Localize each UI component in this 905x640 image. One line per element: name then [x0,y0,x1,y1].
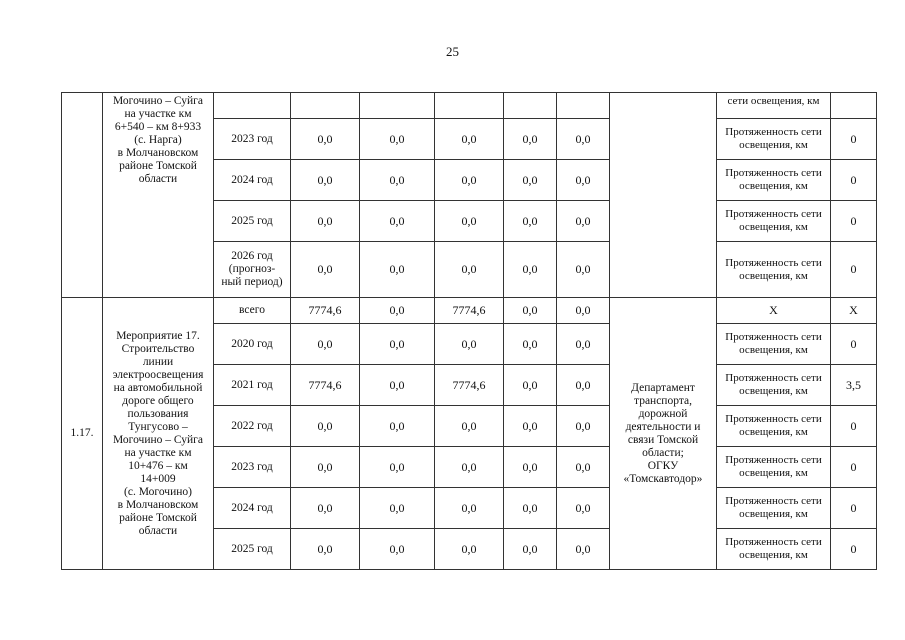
year-cell: 2023 год [214,447,291,488]
funding-value: 0,0 [557,365,610,406]
funding-value: 7774,6 [291,365,360,406]
funding-value: 0,0 [360,447,435,488]
indicator-cell: Протяженность сети освещения, км [717,324,831,365]
executor-line: области; [642,446,684,459]
funding-value: 0,0 [504,324,557,365]
item-description-cell [103,298,214,570]
funding-value: 7774,6 [435,298,504,324]
year-cell: 2022 год [214,406,291,447]
funding-value: 0,0 [291,447,360,488]
funding-value: 0,0 [557,201,610,242]
funding-value: 0,0 [291,201,360,242]
indicator-cell: Протяженность сети освещения, км [717,119,831,160]
empty-cell [435,93,504,119]
year-cell: всего [214,298,291,324]
funding-value: 0,0 [291,119,360,160]
funding-value: 0,0 [435,201,504,242]
year-cell [214,242,291,298]
item-description-cell [103,93,214,298]
funding-value: 0,0 [557,298,610,324]
target-cell: 0 [831,201,877,242]
funding-value: 0,0 [291,488,360,529]
empty-cell [214,93,291,119]
description-line: в Молчановском [117,147,199,159]
table-body [62,93,877,570]
year-cell: 2021 год [214,365,291,406]
funding-value: 0,0 [360,365,435,406]
funding-value: 0,0 [360,201,435,242]
target-cell: 0 [831,488,877,529]
funding-value: 0,0 [504,447,557,488]
funding-value: 0,0 [557,488,610,529]
funding-value: 0,0 [360,529,435,570]
target-cell: 0 [831,324,877,365]
funding-value: 7774,6 [435,365,504,406]
empty-cell [557,93,610,119]
description-line: на участке км [124,446,192,459]
funding-value: 0,0 [504,119,557,160]
funding-value: 0,0 [557,406,610,447]
indicator-cell: Протяженность сети освещения, км [717,365,831,406]
description-line: на участке км [124,108,192,120]
year-cell: 2025 год [214,201,291,242]
description-line: линии [142,355,174,368]
executor-line: Департамент [631,381,695,394]
funding-value: 0,0 [435,160,504,201]
funding-value: 0,0 [435,119,504,160]
funding-value: 0,0 [291,529,360,570]
funding-value: 0,0 [557,447,610,488]
funding-value: 0,0 [291,160,360,201]
item-number-cell: 1.17. [62,298,103,570]
description-line: в Молчановском [117,498,199,511]
funding-value: 0,0 [435,529,504,570]
executor-cell [610,93,717,298]
funding-value: 0,0 [435,488,504,529]
target-cell: 0 [831,242,877,298]
funding-value: 0,0 [435,447,504,488]
description-line: Мероприятие 17. [116,329,200,342]
year-line: ный период) [221,276,283,288]
executor-line: транспорта, [634,394,692,407]
description-line: 10+476 – км [128,459,188,472]
executor-line: деятельности и [625,420,701,433]
indicator-cell: Протяженность сети освещения, км [717,488,831,529]
year-cell: 2020 год [214,324,291,365]
funding-value: 7774,6 [291,298,360,324]
program-table [61,92,877,570]
year-cell: 2023 год [214,119,291,160]
target-cell: Х [831,298,877,324]
indicator-cell: Протяженность сети освещения, км [717,242,831,298]
year-cell: 2024 год [214,160,291,201]
funding-value: 0,0 [360,298,435,324]
description-line: на автомобильной [113,381,203,394]
empty-cell [504,93,557,119]
executor-line: «Томскавтодор» [623,472,703,485]
target-cell: 0 [831,119,877,160]
description-line: районе Томской [119,511,197,524]
funding-value: 0,0 [435,406,504,447]
indicator-cell: Протяженность сети освещения, км [717,529,831,570]
empty-cell [291,93,360,119]
funding-value: 0,0 [504,242,557,298]
indicator-cell: Протяженность сети освещения, км [717,406,831,447]
indicator-cell: Протяженность сети освещения, км [717,447,831,488]
funding-value: 0,0 [557,242,610,298]
target-cell: 3,5 [831,365,877,406]
description-line: (с. Могочино) [124,485,192,498]
funding-value: 0,0 [360,160,435,201]
table-row [62,93,877,119]
indicator-cell: Протяженность сети освещения, км [717,201,831,242]
executor-line: ОГКУ [647,459,679,472]
year-line: (прогноз- [228,263,276,275]
target-cell [831,93,877,119]
description-line: дороге общего [122,394,194,407]
funding-value: 0,0 [504,529,557,570]
executor-cell [610,298,717,570]
funding-value: 0,0 [435,242,504,298]
indicator-cell: Протяженность сети освещения, км [717,160,831,201]
empty-cell [360,93,435,119]
indicator-cell: сети освещения, км [717,93,831,119]
indicator-cell: Х [717,298,831,324]
funding-value: 0,0 [360,324,435,365]
description-line: Могочино – Суйга [112,95,204,107]
funding-value: 0,0 [504,298,557,324]
funding-value: 0,0 [360,119,435,160]
target-cell: 0 [831,160,877,201]
funding-value: 0,0 [504,488,557,529]
description-line: (с. Нарга) [134,134,182,146]
year-cell: 2025 год [214,529,291,570]
funding-value: 0,0 [504,365,557,406]
description-line: Строительство [121,342,195,355]
funding-value: 0,0 [504,160,557,201]
funding-value: 0,0 [557,119,610,160]
description-line: Тунгусово – [128,420,188,433]
description-line: пользования [127,407,189,420]
funding-value: 0,0 [504,406,557,447]
year-cell: 2024 год [214,488,291,529]
page-number: 25 [446,44,459,59]
funding-value: 0,0 [291,242,360,298]
description-line: 6+540 – км 8+933 [114,121,202,133]
funding-value: 0,0 [360,406,435,447]
target-cell: 0 [831,529,877,570]
funding-value: 0,0 [291,324,360,365]
funding-value: 0,0 [291,406,360,447]
description-line: районе Томской [119,160,197,172]
item-number-cell [62,93,103,298]
funding-value: 0,0 [504,201,557,242]
target-cell: 0 [831,406,877,447]
table-row [62,298,877,324]
target-cell: 0 [831,447,877,488]
description-line: Могочино – Суйга [112,433,204,446]
description-line: 14+009 [140,472,176,485]
funding-value: 0,0 [360,488,435,529]
funding-value: 0,0 [557,160,610,201]
funding-value: 0,0 [435,324,504,365]
funding-value: 0,0 [557,324,610,365]
description-line: области [138,524,178,537]
year-line: 2026 год [231,250,273,262]
funding-value: 0,0 [360,242,435,298]
description-line: области [138,173,178,185]
executor-line: дорожной [638,407,688,420]
funding-value: 0,0 [557,529,610,570]
executor-line: связи Томской [627,433,699,446]
description-line: электроосвещения [112,368,204,381]
